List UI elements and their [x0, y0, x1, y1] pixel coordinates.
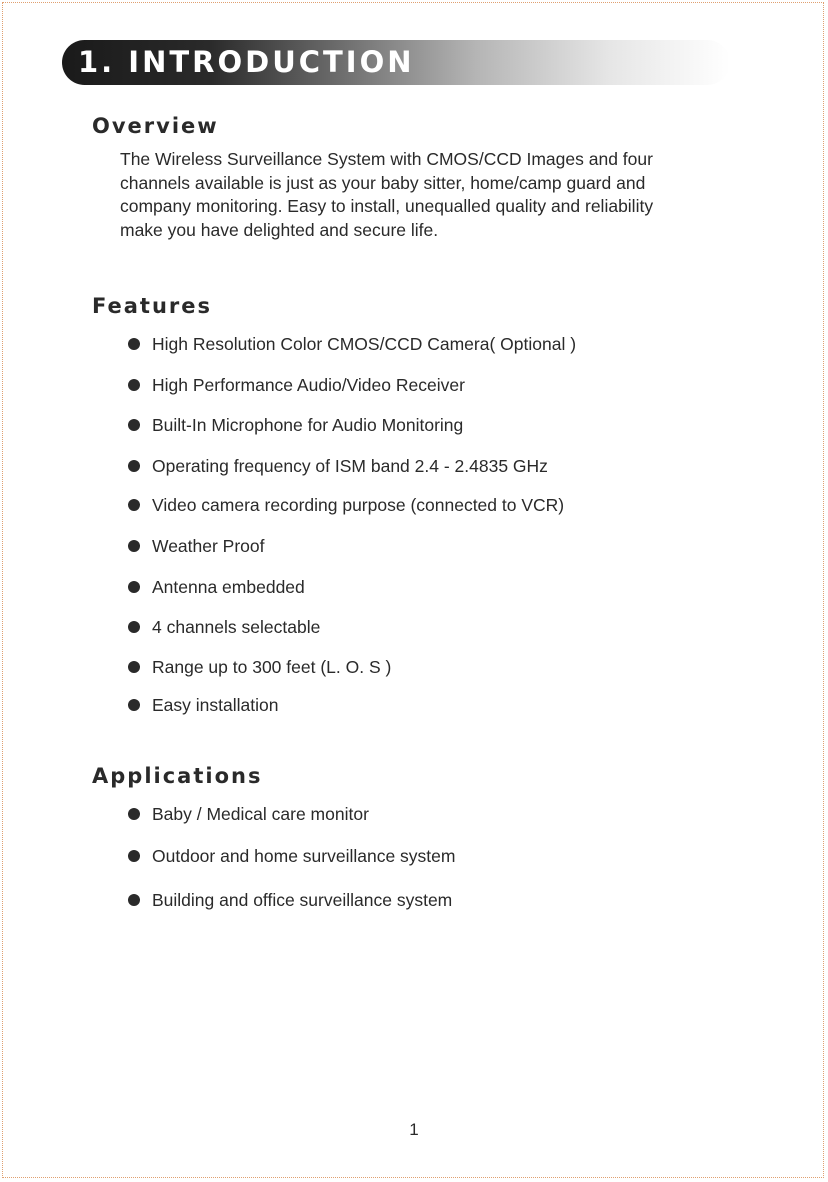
overview-line: company monitoring. Easy to install, unequalled quality and reliability	[120, 196, 654, 216]
title-bar	[62, 40, 730, 85]
applications-heading: Applications	[92, 764, 263, 788]
bullet-icon	[128, 540, 140, 552]
feature-label: High Performance Audio/Video Receiver	[152, 375, 465, 395]
overview-line: make you have delighted and secure life.	[120, 219, 439, 240]
overview-line: channels available is just as your baby sitter, home/camp guard and	[120, 172, 646, 193]
bullet-icon	[128, 499, 140, 511]
feature-label: Easy installation	[152, 695, 279, 715]
feature-label: Operating frequency of ISM band 2.4 - 2.4835 GHz	[152, 456, 548, 476]
bullet-icon	[128, 621, 140, 633]
application-label: Baby / Medical care monitor	[152, 804, 369, 824]
feature-label: Video camera recording purpose (connected to VCR)	[152, 495, 565, 515]
bullet-icon	[128, 808, 140, 820]
feature-label: 4 channels selectable	[152, 617, 321, 637]
bullet-icon	[128, 460, 140, 472]
feature-label: Range up to 300 feet (L. O. S )	[152, 657, 392, 677]
bullet-icon	[128, 338, 140, 350]
feature-label: Weather Proof	[152, 536, 265, 556]
feature-label: Antenna embedded	[152, 577, 305, 597]
bullet-icon	[128, 699, 140, 711]
bullet-icon	[128, 419, 140, 431]
bullet-icon	[128, 581, 140, 593]
overview-heading: Overview	[92, 114, 219, 138]
overview-line: The Wireless Surveillance System with CMOS/CCD Images and four	[120, 149, 653, 169]
application-label: Building and office surveillance system	[152, 890, 453, 910]
overview-paragraph	[120, 148, 720, 242]
bullet-icon	[128, 379, 140, 391]
bullet-icon	[128, 661, 140, 673]
application-label: Outdoor and home surveillance system	[152, 846, 456, 866]
page-number: 1	[409, 1120, 419, 1139]
feature-label: Built-In Microphone for Audio Monitoring	[152, 415, 464, 435]
page-title: 1. INTRODUCTION	[78, 45, 415, 79]
features-heading: Features	[92, 294, 212, 318]
bullet-icon	[128, 850, 140, 862]
bullet-icon	[128, 894, 140, 906]
feature-label: High Resolution Color CMOS/CCD Camera( Optional )	[152, 334, 577, 354]
